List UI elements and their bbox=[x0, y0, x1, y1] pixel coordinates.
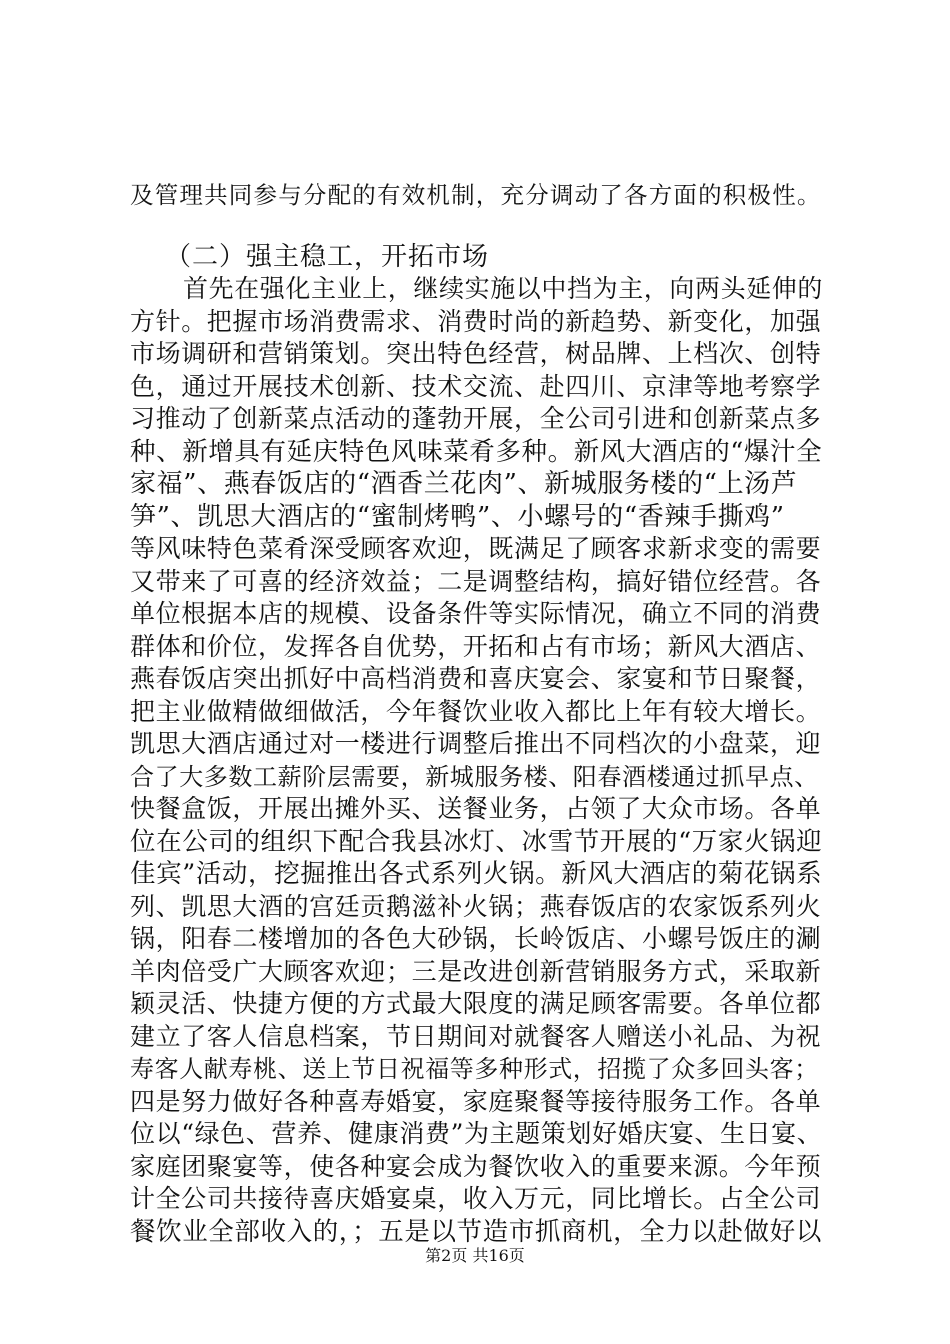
paragraph-line: 计全公司共接待喜庆婚宴桌，收入万元，同比增长。占全公司 bbox=[130, 1184, 822, 1213]
paragraph-line: 列、凯思大酒的宫廷贡鹅滋补火锅；燕春饭店的农家饭系列火 bbox=[130, 892, 822, 921]
paragraph-line: 家庭团聚宴等，使各种宴会成为餐饮收入的重要来源。今年预 bbox=[130, 1152, 822, 1181]
paragraph-line: 位在公司的组织下配合我县冰灯、冰雪节开展的“万家火锅迎 bbox=[130, 827, 823, 857]
section-heading: （二）强主稳工，开拓市场 bbox=[165, 242, 490, 272]
paragraph-line: 餐饮业全部收入的，；五是以节造市抓商机，全力以赴做好以 bbox=[130, 1217, 822, 1247]
paragraph-line: 笋”、凯思大酒店的“蜜制烤鸭”、小螺号的“香辣手撕鸡” bbox=[130, 502, 785, 532]
paragraph-line: 把主业做精做细做活，今年餐饮业收入都比上年有较大增长。 bbox=[130, 697, 822, 726]
paragraph-line: 群体和价位，发挥各自优势，开拓和占有市场；新风大酒店、 bbox=[130, 632, 822, 661]
paragraph-line: 市场调研和营销策划。突出特色经营，树品牌、上档次、创特 bbox=[130, 339, 822, 368]
paragraph-line: 佳宾”活动，挖掘推出各式系列火锅。新风大酒店的菊花锅系 bbox=[130, 859, 823, 889]
paragraph-line: 种、新增具有延庆特色风味菜肴多种。新风大酒店的“爆汁全 bbox=[130, 437, 823, 467]
paragraph-line: 建立了客人信息档案，节日期间对就餐客人赠送小礼品、为祝 bbox=[130, 1022, 822, 1051]
paragraph-line: 又带来了可喜的经济效益；二是调整结构，搞好错位经营。各 bbox=[130, 567, 822, 596]
paragraph-line: 单位根据本店的规模、设备条件等实际情况，确立不同的消费 bbox=[130, 599, 822, 628]
paragraph-line: 首先在强化主业上，继续实施以中挡为主，向两头延伸的 bbox=[183, 274, 824, 303]
paragraph-line: 等风味特色菜肴深受顾客欢迎，既满足了顾客求新求变的需要 bbox=[130, 534, 822, 563]
paragraph-line: 习推动了创新菜点活动的蓬勃开展，全公司引进和创新菜点多 bbox=[130, 404, 822, 433]
paragraph-line: 快餐盒饭，开展出摊外买、送餐业务，占领了大众市场。各单 bbox=[130, 794, 822, 823]
paragraph-line: 羊肉倍受广大顾客欢迎；三是改进创新营销服务方式，采取新 bbox=[130, 957, 822, 986]
paragraph-line: 颖灵活、快捷方便的方式最大限度的满足顾客需要。各单位都 bbox=[130, 989, 822, 1018]
paragraph-line: 锅，阳春二楼增加的各色大砂锅，长岭饭店、小螺号饭庄的涮 bbox=[130, 924, 822, 953]
paragraph-line: 寿客人献寿桃、送上节日祝福等多种形式，招揽了众多回头客； bbox=[130, 1055, 819, 1083]
paragraph-line: 位以“绿色、营养、健康消费”为主题策划好婚庆宴、生日宴、 bbox=[130, 1119, 823, 1148]
paragraph-line: 燕春饭店突出抓好中高档消费和喜庆宴会、家宴和节日聚餐， bbox=[130, 664, 822, 693]
page-number-footer: 第2页 共16页 bbox=[425, 1246, 525, 1265]
paragraph-line: 合了大多数工薪阶层需要，新城服务楼、阳春酒楼通过抓早点、 bbox=[130, 763, 819, 791]
paragraph-line: 色，通过开展技术创新、技术交流、赴四川、京津等地考察学 bbox=[130, 372, 822, 401]
paragraph-line: 方针。把握市场消费需求、消费时尚的新趋势、新变化，加强 bbox=[130, 307, 822, 336]
paragraph-line: 四是努力做好各种喜寿婚宴，家庭聚餐等接待服务工作。各单 bbox=[130, 1087, 822, 1116]
paragraph-line: 家福”、燕春饭店的“酒香兰花肉”、新城服务楼的“上汤芦 bbox=[130, 469, 798, 499]
paragraph-line: 凯思大酒店通过对一楼进行调整后推出不同档次的小盘菜，迎 bbox=[130, 729, 822, 758]
lead-line: 及管理共同参与分配的有效机制，充分调动了各方面的积极性。 bbox=[130, 181, 822, 209]
